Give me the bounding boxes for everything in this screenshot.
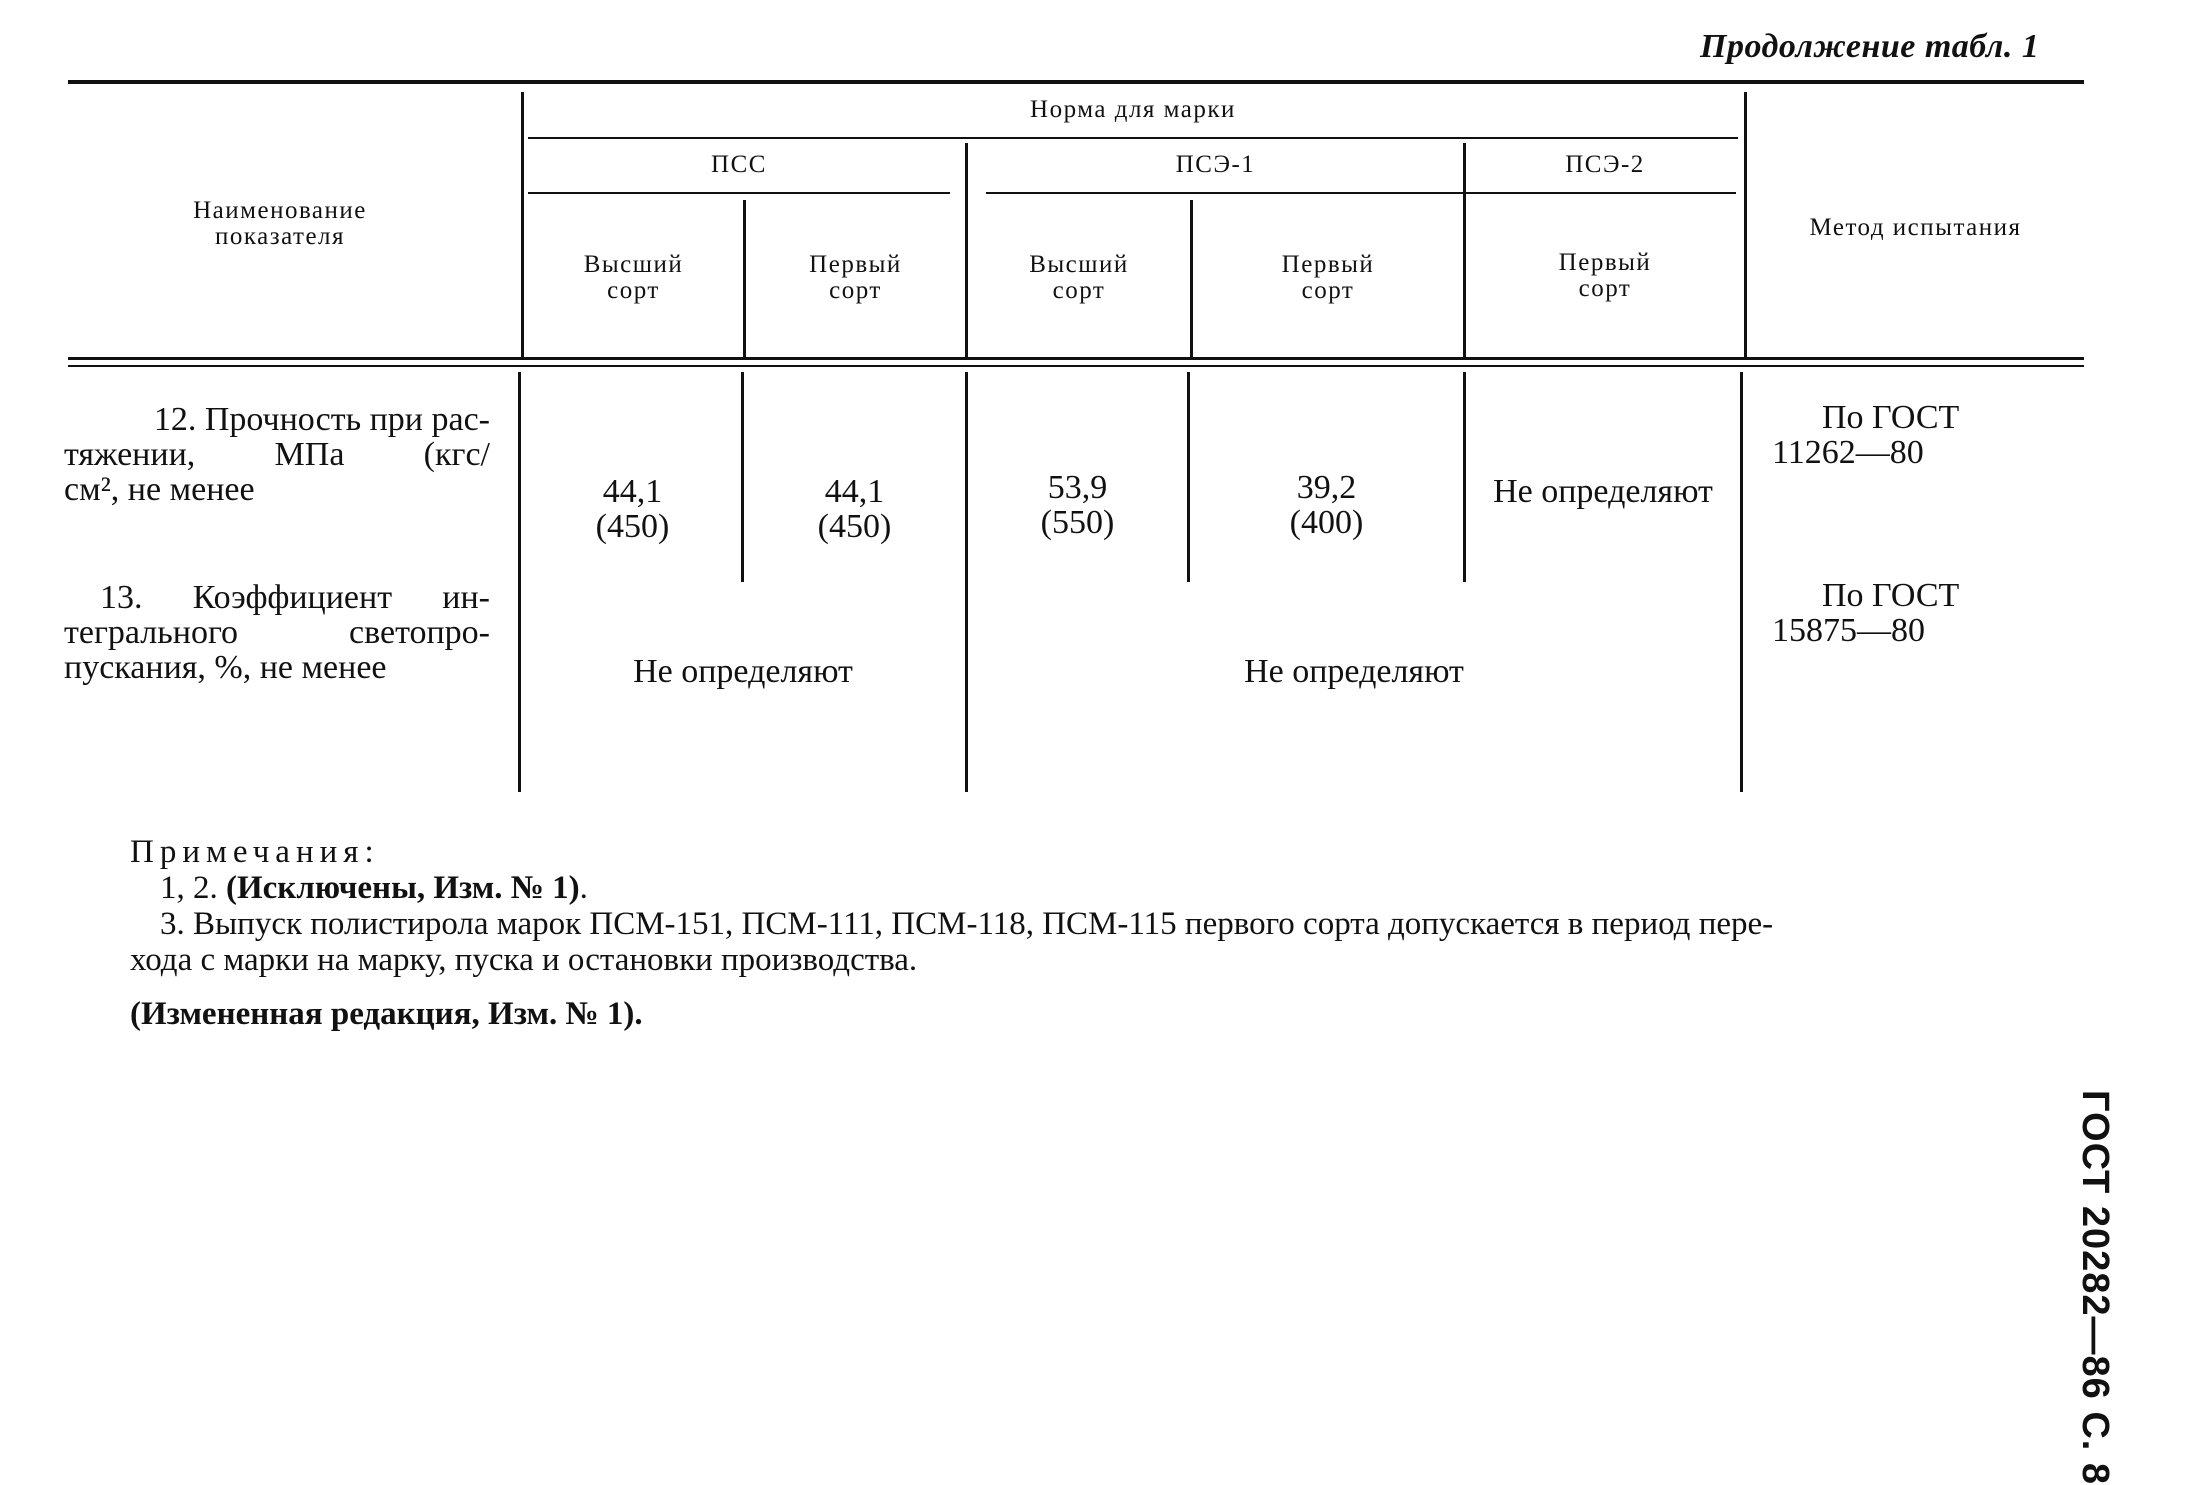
col-divider-name [521, 92, 524, 357]
side-standard-label: ГОСТ 20282—86 С. 8 [2074, 1090, 2116, 1485]
body-divider-name [518, 372, 521, 792]
note-3-line-2: хода с марки на марку, пуска и остановки производства. [130, 942, 918, 978]
pse-rule [986, 192, 1736, 194]
row-12-method: По ГОСТ 11262—80 [1772, 399, 1960, 471]
row-12-name: 12. Прочность при рас- тяжении, МПа (кгс/ см², не менее [64, 401, 490, 508]
header-sort-pse1-top: Высший сорт [1029, 251, 1129, 304]
note-1-2-prefix: 1, 2. [160, 870, 226, 906]
header-rule-1 [68, 357, 2084, 360]
note-1-2 [160, 870, 588, 906]
header-indicator: Наименование показателя [193, 197, 367, 250]
pss-rule [528, 192, 950, 194]
row-13-pss-merged: Не определяют [633, 653, 853, 690]
row-13-method: По ГОСТ 15875—80 [1772, 577, 1960, 649]
row-12-pse1-first: 39,2 (400) [1289, 469, 1364, 541]
note-1-2-suffix: . [579, 870, 588, 906]
note-3-line-1: 3. Выпуск полистирола марок ПСМ-151, ПСМ-111, ПСМ-118, ПСМ-115 первого сорта допускается в период пере- [160, 906, 1774, 942]
row-12-pse2-first: Не определяют [1493, 473, 1713, 510]
header-rule-2 [68, 365, 2084, 367]
row-13-name: 13. Коэффициент ин- тегрального светопро- пускания, %, не менее [64, 579, 490, 686]
header-grade-pse2: ПСЭ-2 [1565, 151, 1645, 178]
header-method: Метод испытания [1809, 214, 2022, 241]
row-12-pse1-top: 53,9 (550) [1040, 469, 1115, 541]
body-divider-grade [965, 372, 968, 792]
header-norm-for-grade: Норма для марки [1030, 96, 1236, 123]
header-grade-pse1: ПСЭ-1 [1175, 151, 1256, 178]
header-sort-pss-first: Первый сорт [809, 251, 902, 304]
header-grade-pss: ПСС [711, 151, 767, 178]
body-divider-method [1740, 372, 1743, 792]
header-sort-pse2-first: Первый сорт [1558, 249, 1652, 302]
note-1-2-bold: (Исключены, Изм. № 1) [226, 870, 580, 906]
continuation-label: Продолжение табл. 1 [1700, 28, 2040, 65]
row-12-pss-first: 44,1 (450) [817, 473, 892, 545]
norm-rule [528, 137, 1738, 139]
header-sort-pse1-first: Первый сорт [1281, 251, 1375, 304]
notes-title: Примечания: [130, 834, 380, 870]
header-sort-pss-top: Высший сорт [583, 251, 684, 304]
table-top-rule [68, 80, 2084, 84]
row-12-pss-top: 44,1 (450) [595, 473, 670, 545]
row-13-pse-merged: Не определяют [1244, 653, 1464, 690]
revision-note: (Измененная редакция, Изм. № 1). [130, 996, 643, 1032]
